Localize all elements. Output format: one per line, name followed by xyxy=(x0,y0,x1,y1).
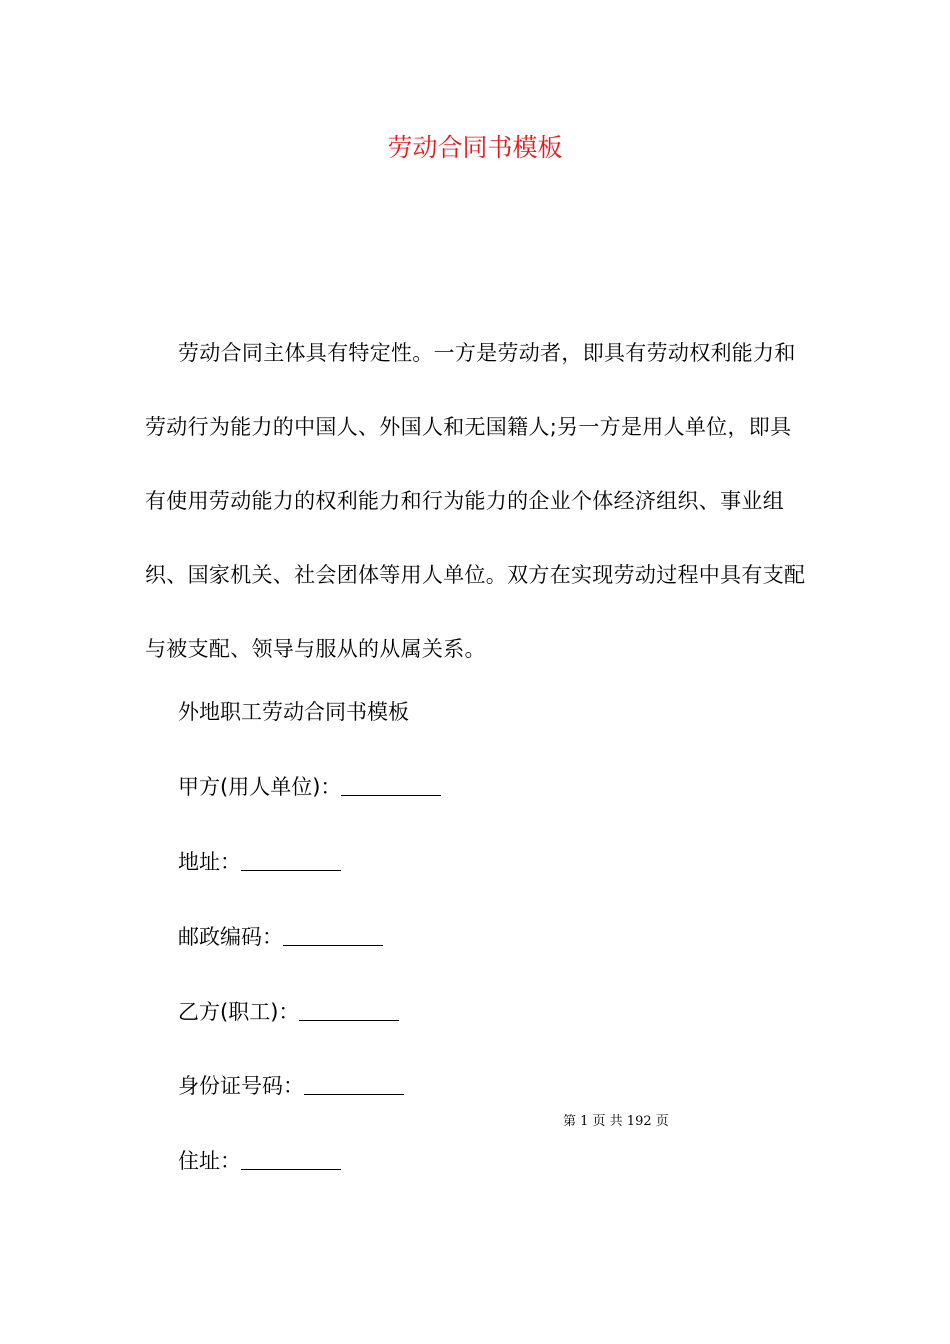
page-footer: 第 1 页 共 192 页 xyxy=(563,1114,669,1129)
field-label: 身份证号码： xyxy=(178,1074,304,1098)
field-party-b xyxy=(178,997,399,1027)
field-id-number xyxy=(178,1071,404,1101)
field-label: 住址： xyxy=(178,1149,241,1173)
blank-line xyxy=(304,1072,404,1095)
field-label: 地址： xyxy=(178,850,241,874)
field-label: 邮政编码： xyxy=(178,925,283,949)
field-party-a xyxy=(178,772,441,802)
field-label: 甲方(用人单位)： xyxy=(178,775,342,799)
blank-line xyxy=(341,773,441,796)
subheading: 外地职工劳动合同书模板 xyxy=(178,700,409,724)
field-address xyxy=(178,847,341,877)
document-title: 劳动合同书模板 xyxy=(387,133,563,162)
field-postal-code xyxy=(178,922,383,952)
blank-line xyxy=(299,998,399,1021)
blank-line xyxy=(241,848,341,871)
field-label: 乙方(职工)： xyxy=(178,1000,300,1024)
blank-line xyxy=(241,1147,341,1170)
intro-paragraph: 劳动合同主体具有特定性。一方是劳动者，即具有劳动权利能力和劳动行为能力的中国人、外国人和无国籍人;另一方是用人单位，即具有使用劳动能力的权利能力和行为能力的企业个体经济组织、事业组织、国家机关、社会团体等用人单位。双方在实现劳动过程中具有支配与被支配、领导与服从的从属关系。 xyxy=(145,341,806,661)
blank-line xyxy=(283,923,383,946)
field-residence xyxy=(178,1146,341,1176)
